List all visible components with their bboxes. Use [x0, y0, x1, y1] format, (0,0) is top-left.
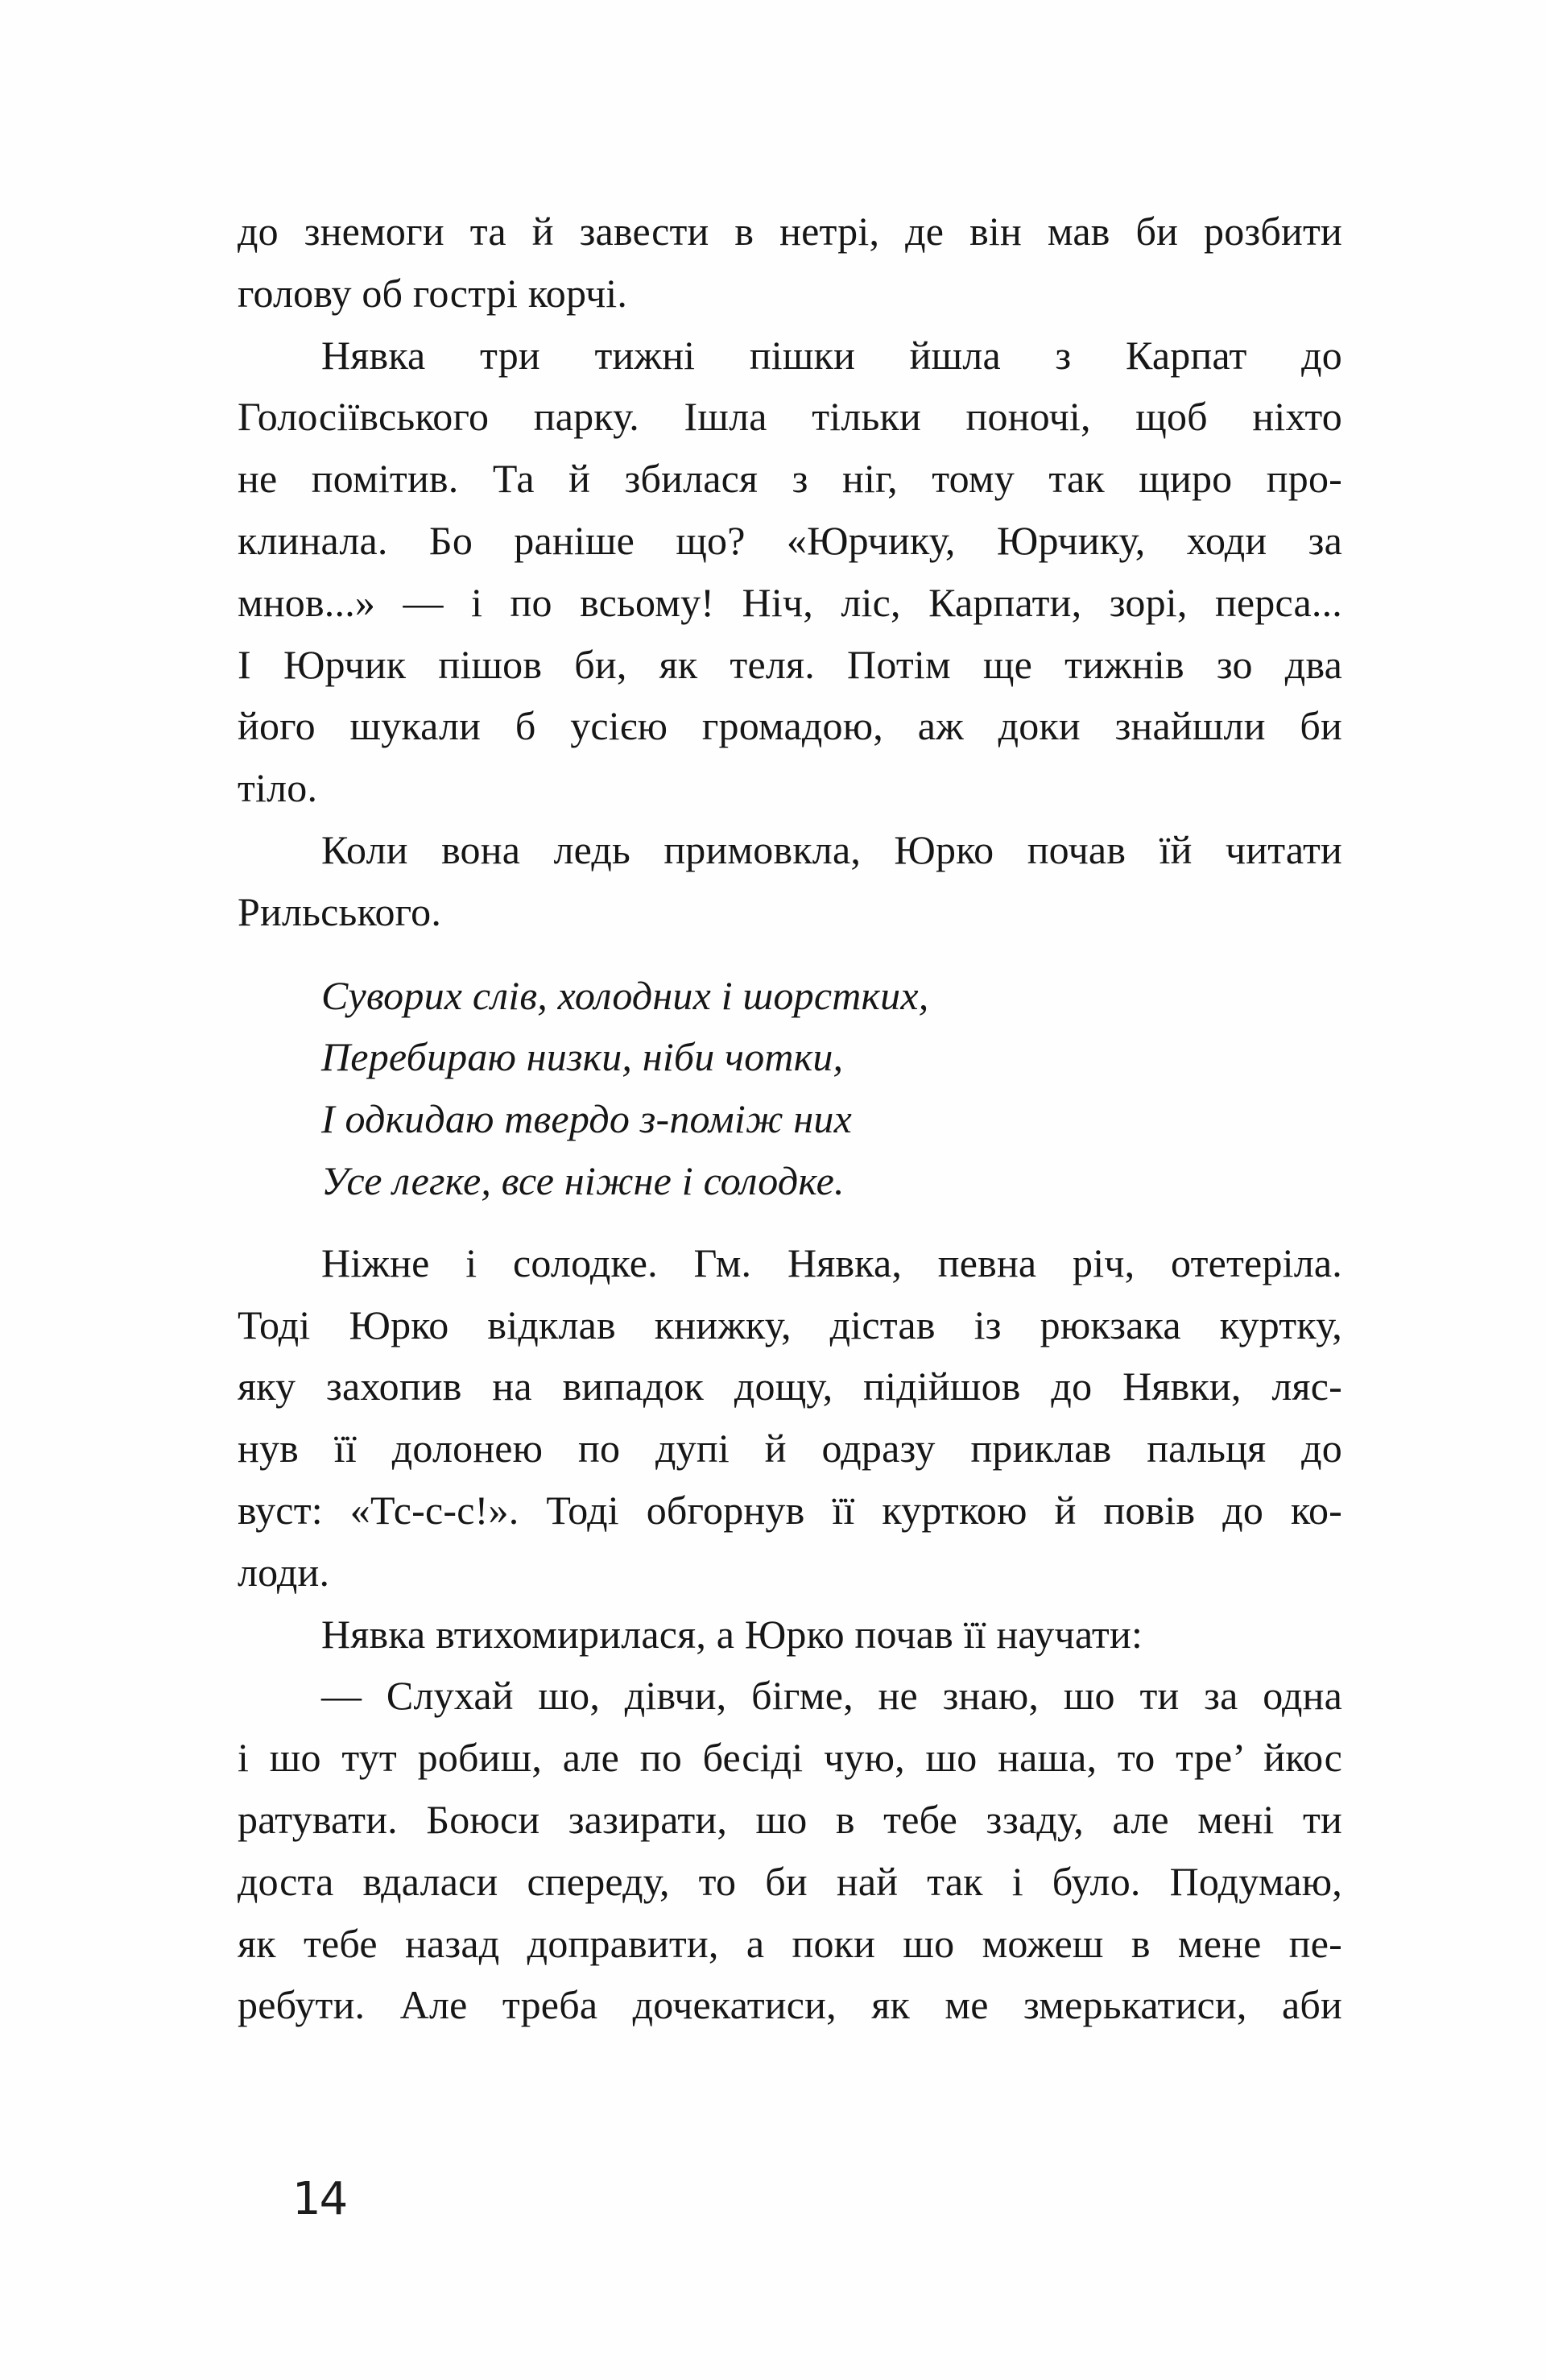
text-line: Голосіївського парку. Ішла тільки поночі, щоб ніхто: [238, 394, 1342, 440]
paragraph: [238, 1665, 1342, 2036]
text-line: вуст: «Тс-с-с!». Тоді обгорнув її курткою й повів до ко-: [238, 1487, 1342, 1533]
verse-line: Перебираю низки, ніби чотки,: [321, 1034, 844, 1080]
text-line: і шо тут робиш, але по бесіді чую, шо наша, то тре’ йкос: [238, 1735, 1342, 1781]
text-line: лоди.: [238, 1549, 330, 1595]
paragraph: [238, 201, 1342, 325]
verse-block: [321, 965, 1342, 1212]
text-line: Тоді Юрко відклав книжку, дістав із рюкзака куртку,: [238, 1302, 1342, 1347]
text-line: голову об гострі корчі.: [238, 270, 628, 316]
text-line: як тебе назад доправити, а поки шо можеш в мене пе-: [238, 1920, 1342, 1966]
text-line: І Юрчик пішов би, як теля. Потім ще тижнів зо два: [238, 641, 1342, 687]
text-column: [238, 201, 1342, 2036]
text-line: ратувати. Боюси зазирати, шо в тебе ззаду, але мені ти: [238, 1796, 1342, 1842]
text-line: до знемоги та й завести в нетрі, де він мав би розбити: [238, 209, 1342, 254]
text-line: його шукали б усією громадою, аж доки знайшли би: [238, 703, 1342, 749]
verse-line: І одкидаю твердо з-поміж них: [321, 1096, 853, 1142]
verse-line: Усе легке, все ніжне і солодке.: [321, 1157, 845, 1203]
paragraph: [238, 325, 1342, 819]
text-line: клинала. Бо раніше що? «Юрчику, Юрчику, ходи за: [238, 517, 1342, 563]
text-line: Нявка три тижні пішки йшла з Карпат до: [321, 332, 1342, 378]
page-number: 14: [292, 2173, 347, 2225]
text-line: — Слухай шо, дівчи, бігме, не знаю, шо ти за одна: [321, 1673, 1342, 1719]
text-line: доста вдаласи спереду, то би най так і було. Подумаю,: [238, 1858, 1342, 1904]
text-line: не помітив. Та й збилася з ніг, тому так щиро про-: [238, 456, 1342, 502]
paragraph: [238, 819, 1342, 943]
text-line: ребути. Але треба дочекатиси, як ме змерькатиси, аби: [238, 1982, 1342, 2028]
text-line: Ніжне і солодке. Гм. Нявка, певна річ, отетеріла.: [321, 1240, 1342, 1285]
paragraph: [238, 1232, 1342, 1604]
text-line: Нявка втихомирилася, а Юрко почав її научати:: [321, 1611, 1143, 1657]
text-line: тіло.: [238, 765, 318, 811]
text-line: нув її долонею по дупі й одразу приклав пальця до: [238, 1426, 1342, 1471]
verse-line: Суворих слів, холодних і шорстких,: [321, 972, 929, 1018]
text-line: мнов...» — і по всьому! Ніч, ліс, Карпати, зорі, перса...: [238, 579, 1342, 625]
text-line: яку захопив на випадок дощу, підійшов до Нявки, ляс-: [238, 1364, 1342, 1409]
text-line: Коли вона ледь примовкла, Юрко почав їй читати: [321, 826, 1342, 872]
paragraph: [238, 1604, 1342, 1666]
text-line: Рильського.: [238, 888, 442, 934]
